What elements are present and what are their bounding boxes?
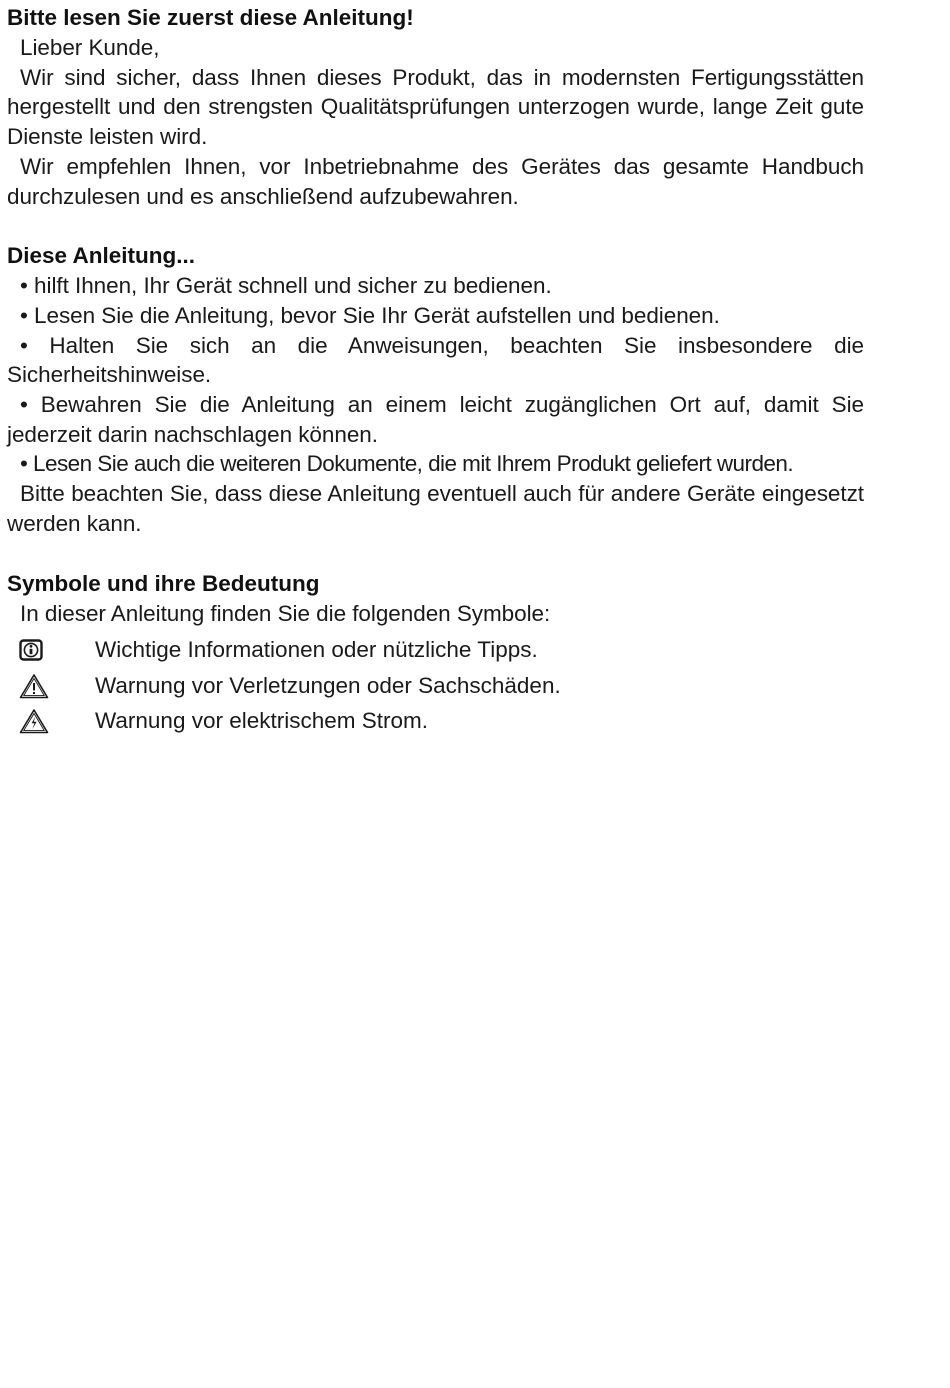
info-icon <box>19 637 49 663</box>
manual-page <box>7 3 864 739</box>
symbol-row-electric <box>19 703 864 739</box>
symbol-warning-text: Warnung vor Verletzungen oder Sachschäden. <box>95 672 561 698</box>
symbols-section <box>7 569 864 739</box>
manual-bullet-2: • Lesen Sie die Anleitung, bevor Sie Ihr Gerät aufstellen und bedienen. <box>20 302 720 328</box>
symbol-row-info <box>19 632 864 668</box>
manual-note: Bitte beachten Sie, dass diese Anleitung eventuell auch für andere Geräte eingesetzt werden kann. <box>7 481 864 536</box>
symbol-info-text: Wichtige Informationen oder nützliche Tipps. <box>95 637 538 662</box>
intro-paragraph-1: Wir sind sicher, dass Ihnen dieses Produkt, das in modernsten Fertigungsstätten hergestellt und den strengsten Qualitätsprüfungen unterzogen wurde, lange Zeit gute Dienste leisten wird. <box>7 64 864 150</box>
intro-heading: Bitte lesen Sie zuerst diese Anleitung! <box>7 5 414 30</box>
greeting-text: Lieber Kunde, <box>20 35 160 60</box>
manual-bullet-1: • hilft Ihnen, Ihr Gerät schnell und sicher zu bedienen. <box>20 273 552 299</box>
intro-paragraph-2: Wir empfehlen Ihnen, vor Inbetriebnahme des Gerätes das gesamte Handbuch durchzulesen und es anschließend aufzubewahren. <box>7 153 864 209</box>
manual-bullet-5: • Lesen Sie auch die weiteren Dokumente, die mit Ihrem Produkt geliefert wurden. <box>20 451 794 477</box>
symbols-intro-text: In dieser Anleitung finden Sie die folgenden Symbole: <box>20 600 551 626</box>
manual-bullet-4: • Bewahren Sie die Anleitung an einem leicht zugänglichen Ort auf, damit Sie jederzeit darin nachschlagen können. <box>7 392 864 447</box>
warning-icon <box>19 673 49 699</box>
manual-bullet-3: • Halten Sie sich an die Anweisungen, beachten Sie insbesondere die Sicherheitshinweise. <box>7 332 864 388</box>
manual-heading: Diese Anleitung... <box>7 243 195 269</box>
intro-section <box>7 3 864 211</box>
electric-warning-icon <box>19 708 49 734</box>
symbol-electric-text: Warnung vor elektrischem Strom. <box>95 708 429 733</box>
symbols-heading: Symbole und ihre Bedeutung <box>7 570 320 596</box>
manual-section <box>7 241 864 538</box>
symbol-row-warning <box>19 668 864 704</box>
